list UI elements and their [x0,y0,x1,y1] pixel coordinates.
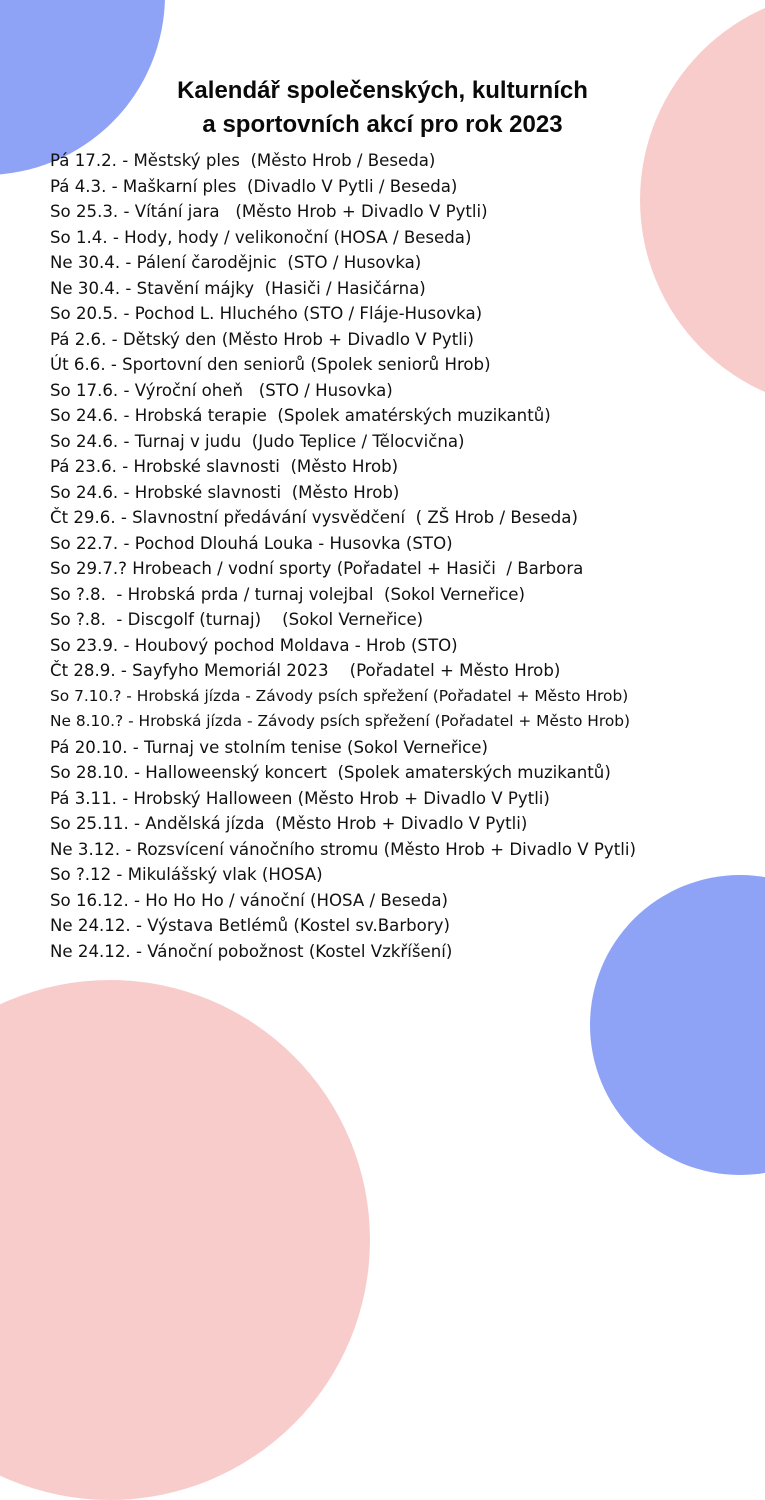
event-item: So 24.6. - Hrobské slavnosti (Město Hrob) [50,482,400,502]
event-item: Ne 30.4. - Stavění májky (Hasiči / Hasičárna) [50,278,426,298]
event-item: So 17.6. - Výroční oheň (STO / Husovka) [50,380,393,400]
event-item: Ne 24.12. - Výstava Betlémů (Kostel sv.Barbory) [50,916,450,935]
decorative-pink-circle-bottom-left [0,980,370,1500]
event-item: Čt 29.6. - Slavnostní předávání vysvědčení ( ZŠ Hrob / Beseda) [50,508,578,527]
event-item: So ?.12 - Mikulášský vlak (HOSA) [50,865,323,884]
event-item: Pá 4.3. - Maškarní ples (Divadlo V Pytli / Beseda) [50,176,458,196]
event-item: So 25.3. - Vítání jara (Město Hrob + Divadlo V Pytli) [50,202,488,221]
event-item: Út 6.6. - Sportovní den seniorů (Spolek seniorů Hrob) [50,355,491,374]
event-item: So 16.12. - Ho Ho Ho / vánoční (HOSA / Beseda) [50,890,449,910]
event-item: Ne 30.4. - Pálení čarodějnic (STO / Husovka) [50,253,422,272]
event-item: Pá 2.6. - Dětský den (Město Hrob + Divadlo V Pytli) [50,329,474,349]
event-item: So 24.6. - Hrobská terapie (Spolek amatérských muzikantů) [50,406,551,425]
event-item: Pá 20.10. - Turnaj ve stolním tenise (Sokol Verneřice) [50,737,488,757]
event-item: Ne 24.12. - Vánoční pobožnost (Kostel Vzkříšení) [50,941,453,961]
event-item: So 1.4. - Hody, hody / velikonoční (HOSA / Beseda) [50,227,472,247]
event-item: Ne 8.10.? - Hrobská jízda - Závody psích spřežení (Pořadatel + Město Hrob) [50,712,631,730]
event-item: Čt 28.9. - Sayfyho Memoriál 2023 (Pořadatel + Město Hrob) [50,661,561,680]
event-item: So 28.10. - Halloweenský koncert (Spolek amaterských muzikantů) [50,763,611,782]
event-list [50,148,636,964]
decorative-pink-circle-top-right [640,0,765,410]
event-item: Pá 17.2. - Městský ples (Město Hrob / Beseda) [50,151,436,170]
event-item: Pá 3.11. - Hrobský Halloween (Město Hrob + Divadlo V Pytli) [50,788,550,808]
event-item: So 20.5. - Pochod L. Hluchého (STO / Fláje-Husovka) [50,304,483,323]
event-item: So 22.7. - Pochod Dlouhá Louka - Husovka (STO) [50,533,453,553]
event-item: So 24.6. - Turnaj v judu (Judo Teplice / Tělocvična) [50,431,465,451]
event-item: Pá 23.6. - Hrobské slavnosti (Město Hrob) [50,457,399,476]
event-item: So ?.8. - Hrobská prda / turnaj volejbal (Sokol Verneřice) [50,584,525,604]
event-item: So 29.7.? Hrobeach / vodní sporty (Pořadatel + Hasiči / Barbora [50,559,584,578]
page-title [0,74,765,142]
event-item: So 25.11. - Andělská jízda (Město Hrob + Divadlo V Pytli) [50,814,528,833]
event-item: So ?.8. - Discgolf (turnaj) (Sokol Verneřice) [50,610,424,629]
title-line-1: Kalendář společenských, kulturních [177,77,588,105]
event-item: Ne 3.12. - Rozsvícení vánočního stromu (Město Hrob + Divadlo V Pytli) [50,839,636,859]
event-item: So 7.10.? - Hrobská jízda - Závody psích spřežení (Pořadatel + Město Hrob) [50,686,629,705]
title-line-2: a sportovních akcí pro rok 2023 [202,111,563,139]
event-item: So 23.9. - Houbový pochod Moldava - Hrob (STO) [50,635,458,655]
